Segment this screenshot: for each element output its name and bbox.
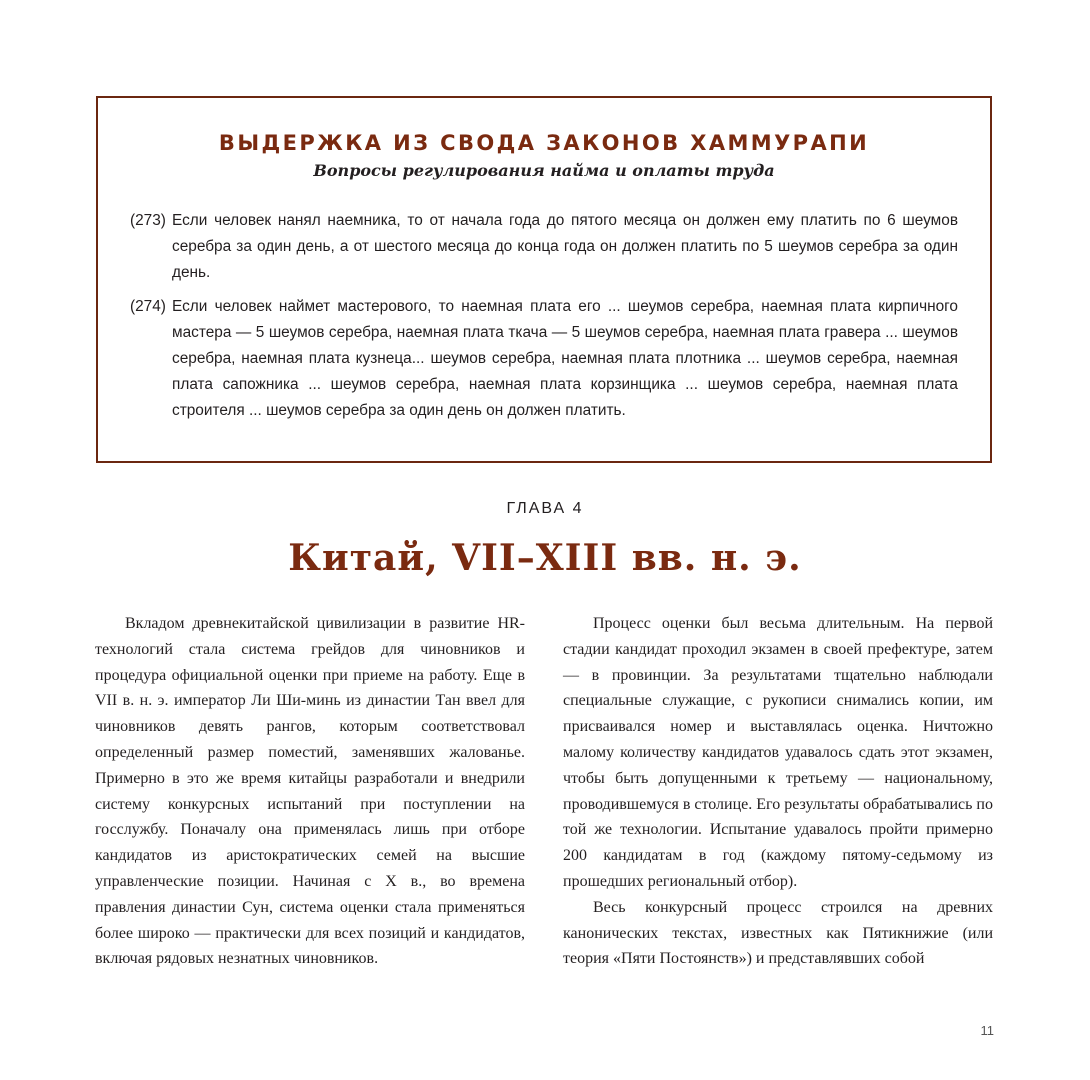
law-text: Если человек наймет мастерового, то наемная плата его ... шеумов серебра, наемная плата кирпичного мастера — 5 шеумов серебра, наемная плата ткача — 5 шеумов серебра, наемная плата гравера ... шеумов серебра, наемная плата кузнеца... шеумов серебра, наемная плата плотника ... шеумов серебра, наемная плата сапожника ... шеумов серебра, наемная плата корзинщика ... шеумов серебра, наемная плата строителя ... шеумов серебра за один день он должен платить. bbox=[172, 298, 958, 419]
excerpt-title: ВЫДЕРЖКА ИЗ СВОДА ЗАКОНОВ ХАММУРАПИ bbox=[218, 131, 870, 155]
body-paragraph: Весь конкурсный процесс строился на древних канонических текстах, известных как Пятикнижие (или теория «Пяти Постоянств») и представлявших собой bbox=[563, 898, 993, 968]
law-item-274 bbox=[130, 294, 958, 424]
law-number: (273) bbox=[130, 212, 166, 229]
body-paragraph: Вкладом древнекитайской цивилизации в развитие HR-технологий стала система грейдов для чиновников и процедура официальной оценки при приеме на работу. Еще в VII в. н. э. император Ли Ши-минь из династии Тан ввел для чиновников девять рангов, которым соответствовал определенный размер поместий, заменявших жалованье. Примерно в это же время китайцы разработали и внедрили систему конкурсных испытаний при поступлении на госслужбу. Поначалу она применялась лишь при отборе кандидатов из аристократических семей на высшие управленческие позиции. Начиная с X в., во времена правления династии Сун, система оценки стала применяться более широко — практически для всех позиций и кандидатов, включая рядовых незнатных чиновников. bbox=[95, 615, 525, 968]
law-list bbox=[130, 208, 958, 424]
chapter-title: Китай, VII–XIII вв. н. э. bbox=[288, 537, 802, 579]
law-text: Если человек нанял наемника, то от начала года до пятого месяца он должен ему платить по 6 шеумов серебра за один день, а от шестого месяца до конца года он должен платить по 5 шеумов серебра за один день. bbox=[172, 212, 958, 281]
body-paragraph: Процесс оценки был весьма длительным. На первой стадии кандидат проходил экзамен в своей префектуре, затем — в провинции. За результатами тщательно наблюдали специальные служащие, с рукописи снимались копии, им присваивался номер и выставлялась оценка. Ничтожно малому количеству кандидатов удавалось сдать этот экзамен, чтобы быть допущенными к третьему — национальному, проводившемуся в столице. Его результаты обрабатывались по той же технологии. Испытание удавалось пройти примерно 200 кандидатам в год (каждому пятому-седьмому из прошедших региональный отбор). bbox=[563, 615, 993, 890]
page-number: 11 bbox=[980, 1023, 994, 1038]
excerpt-subtitle: Вопросы регулирования найма и оплаты труда bbox=[313, 161, 775, 180]
right-text-column bbox=[563, 611, 993, 972]
hammurabi-excerpt-box bbox=[96, 96, 992, 463]
left-text-column bbox=[95, 611, 525, 972]
law-number: (274) bbox=[130, 298, 166, 315]
law-item-273 bbox=[130, 208, 958, 286]
chapter-label: ГЛАВА 4 bbox=[506, 500, 584, 517]
